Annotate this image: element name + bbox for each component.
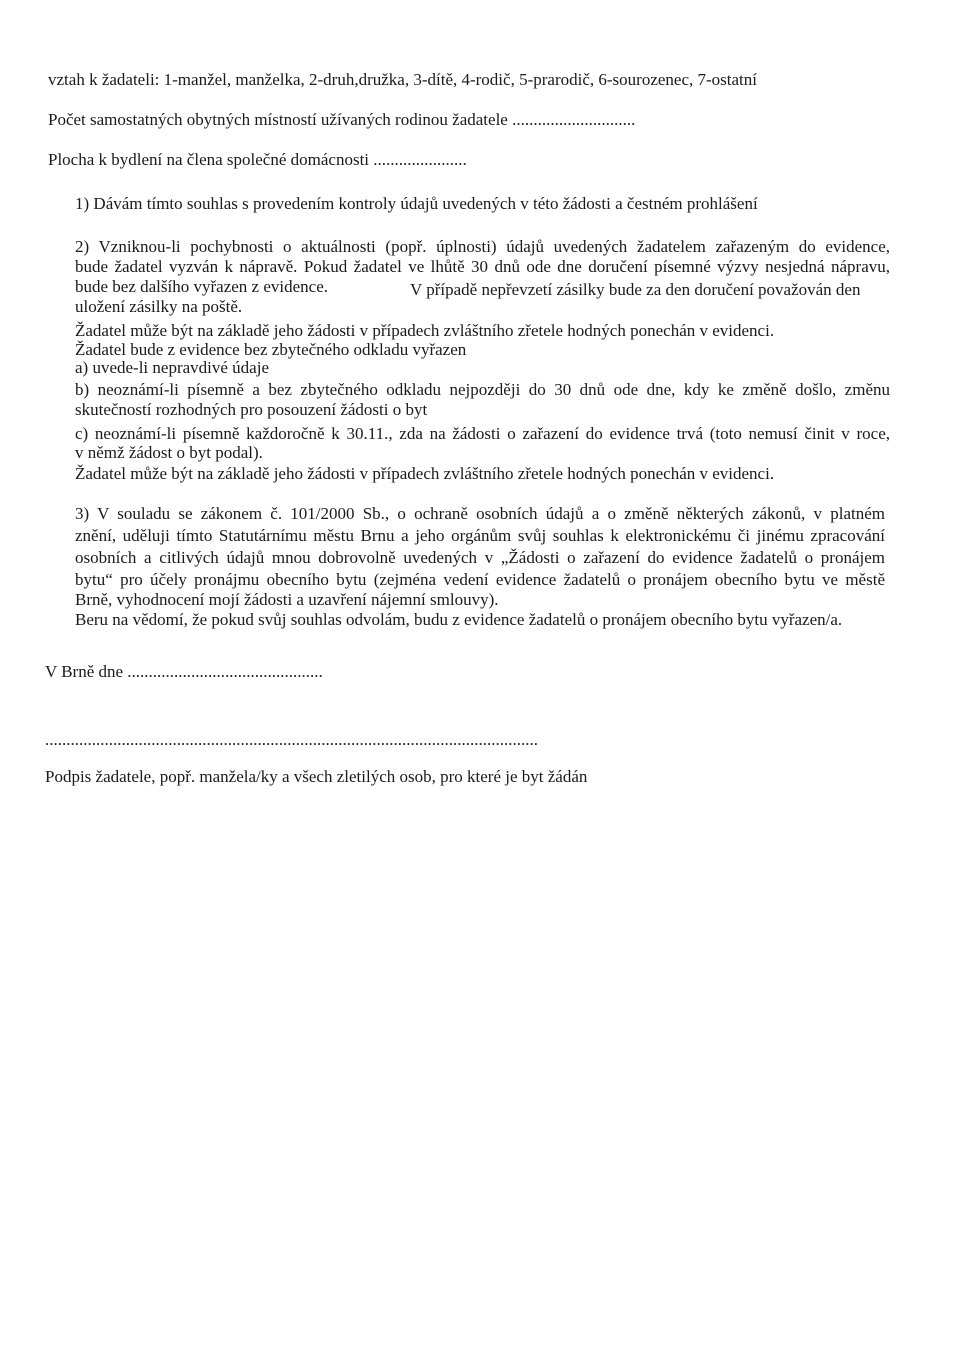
section3-line-6: Beru na vědomí, že pokud svůj souhlas odvolám, budu z evidence žadatelů o pronájem obecního bytu vyřazen/a. [75,610,843,629]
relation-line: vztah k žadateli: 1-manžel, manželka, 2-druh,družka, 3-dítě, 4-rodič, 5-prarodič, 6-sourozenec, 7-ostatní [48,70,757,89]
section2-line-3a: bude bez dalšího vyřazen z evidence. [75,277,328,296]
section2-line-4: uložení zásilky na poště. [75,297,243,316]
section2-line-6: Žadatel bude z evidence bez zbytečného odkladu vyřazen [75,340,467,359]
section3-line-5: Brně, vyhodnocení mojí žádosti a uzavření nájemní smlouvy). [75,590,499,609]
date-line: V Brně dne .............................................. [45,662,323,681]
section3-line-1: 3) V souladu se zákonem č. 101/2000 Sb., o ochraně osobních údajů a o změně některých zákonů, v platném [75,504,885,523]
section3-line-3: osobních a citlivých údajů mnou dobrovolně uvedených v „Žádosti o zařazení do evidence žadatelů o pronájem [75,548,885,567]
section2-line-9: skutečností rozhodných pro posouzení žádosti o byt [75,400,428,419]
section3-line-4: bytu“ pro účely pronájmu obecního bytu (zejména vedení evidence žadatelů o pronájem obecního bytu ve městě [75,570,885,589]
rooms-line: Počet samostatných obytných místností užívaných rodinou žadatele ............................. [48,110,636,129]
section2-line-5: Žadatel může být na základě jeho žádosti v případech zvláštního zřetele hodných ponechán v evidenci. [75,321,775,340]
signature-dotted-line: .................................................................................................................... [45,730,538,749]
section2-line-11: v němž žádost o byt podal). [75,443,263,462]
section2-line-10: c) neoznámí-li písemně každoročně k 30.11., zda na žádosti o zařazení do evidence trvá (toto nemusí činit v roce, [75,424,890,443]
section2-line-12: Žadatel může být na základě jeho žádosti v případech zvláštního zřetele hodných ponechán v evidenci. [75,464,775,483]
signature-caption: Podpis žadatele, popř. manžela/ky a všech zletilých osob, pro které je byt žádán [45,767,588,786]
section2-line-8: b) neoznámí-li písemně a bez zbytečného odkladu nejpozději do 30 dnů ode dne, kdy ke změně došlo, změnu [75,380,890,399]
consent-paragraph-1: 1) Dávám tímto souhlas s provedením kontroly údajů uvedených v této žádosti a čestném prohlášení [75,194,758,213]
section2-line-7: a) uvede-li nepravdivé údaje [75,358,269,377]
area-line: Plocha k bydlení na člena společné domácnosti ...................... [48,150,467,169]
section2-line-3b: V případě nepřevzetí zásilky bude za den doručení považován den [410,280,861,299]
section3-line-2: znění, uděluji tímto Statutárnímu městu Brnu a jeho orgánům svůj souhlas k elektronickému či jinému zpracování [75,526,885,545]
section2-line-1: 2) Vzniknou-li pochybnosti o aktuálnosti (popř. úplnosti) údajů uvedených žadatelem zařazeným do evidence, [75,237,890,256]
section2-line-2: bude žadatel vyzván k nápravě. Pokud žadatel ve lhůtě 30 dnů ode dne doručení písemné výzvy nesjedná nápravu, [75,257,890,276]
